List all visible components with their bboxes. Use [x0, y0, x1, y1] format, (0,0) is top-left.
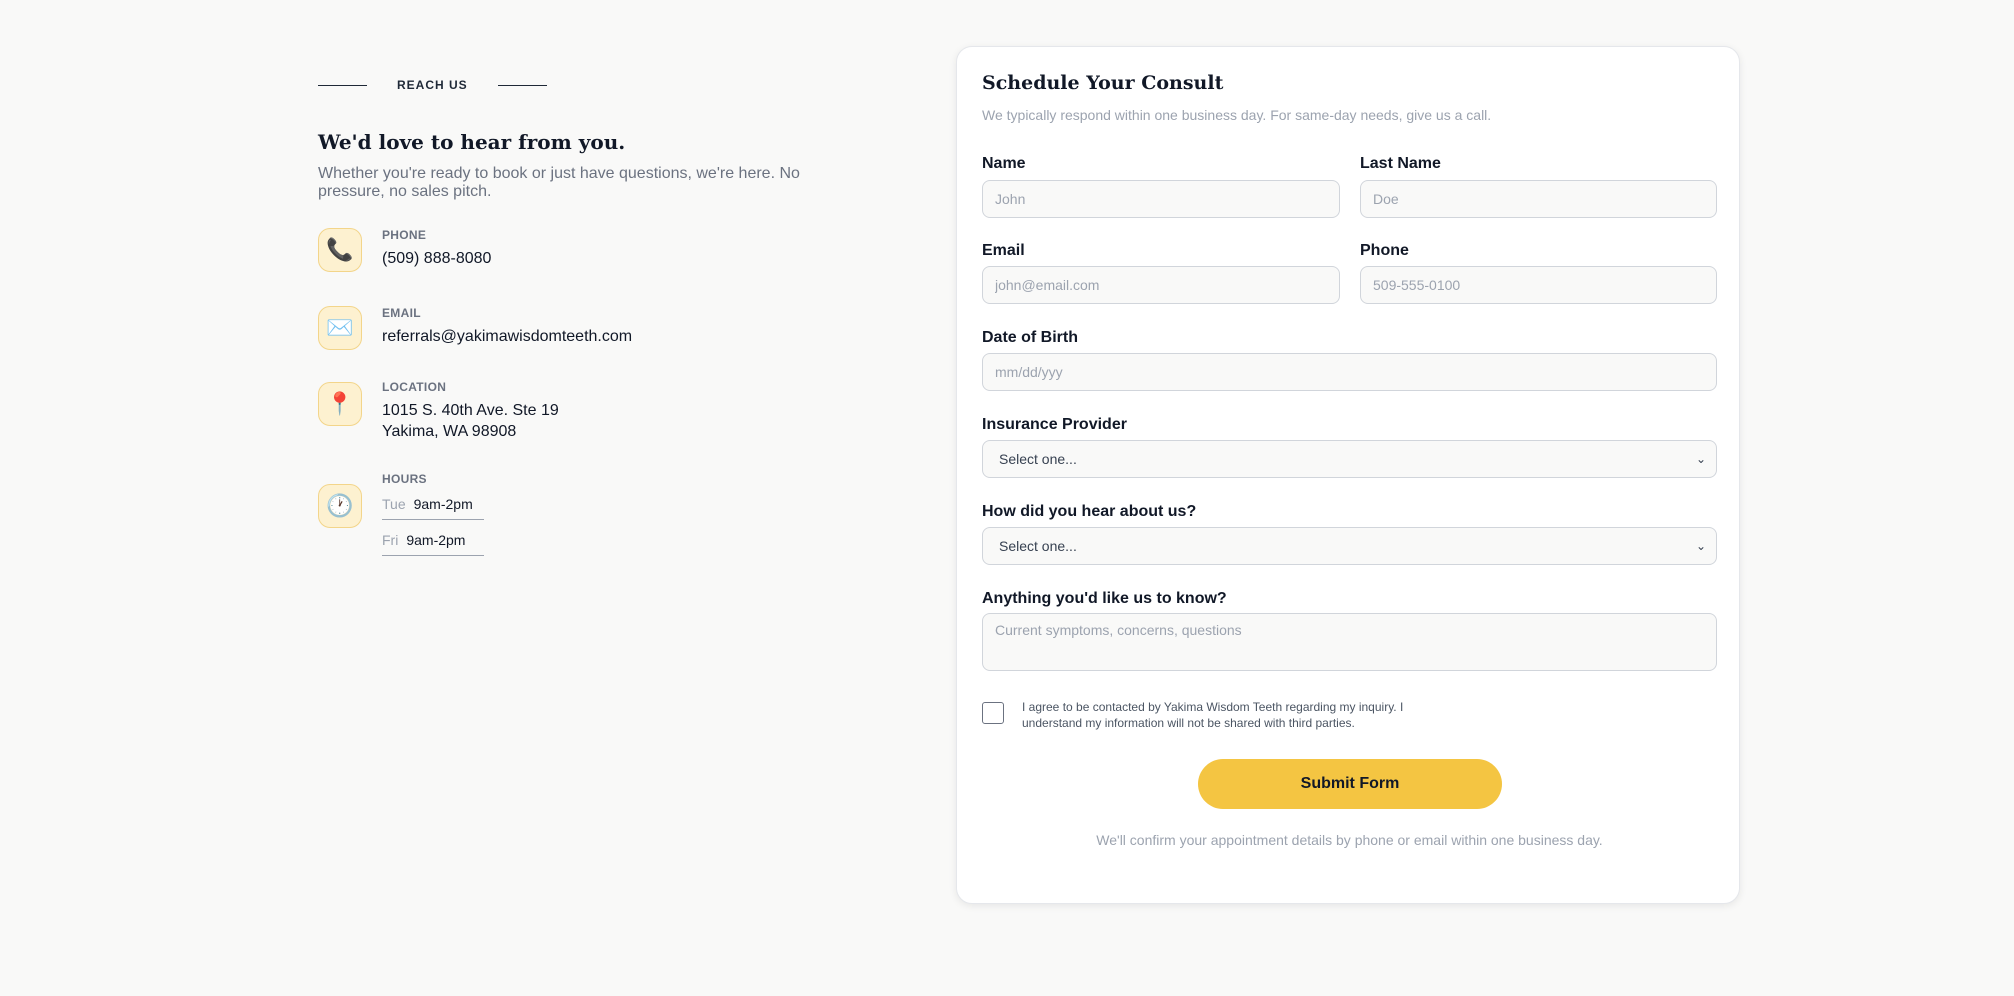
- submit-button[interactable]: Submit Form: [1198, 759, 1502, 809]
- phone-icon: 📞: [318, 228, 362, 272]
- location-line2: Yakima, WA 98908: [382, 423, 517, 440]
- hours-row: [382, 496, 484, 520]
- email-label: EMAIL: [382, 306, 421, 320]
- contact-location: [318, 380, 559, 442]
- notes-textarea[interactable]: [982, 613, 1717, 671]
- form-footnote: We'll confirm your appointment details by phone or email within one business day.: [1096, 832, 1603, 848]
- hours-day: Tue: [382, 496, 406, 512]
- clock-icon: 🕐: [318, 484, 362, 528]
- contact-hours: [318, 472, 484, 556]
- hours-row: [382, 532, 484, 556]
- contact-heading: We'd love to hear from you.: [318, 130, 626, 154]
- consent-row: [982, 699, 1462, 731]
- referral-label: How did you hear about us?: [982, 503, 1197, 520]
- phone-value[interactable]: (509) 888-8080: [382, 250, 492, 267]
- chevron-down-icon: ⌄: [1695, 452, 1706, 466]
- hours-time: 9am-2pm: [413, 496, 473, 512]
- envelope-icon: ✉️: [318, 306, 362, 350]
- dob-label: Date of Birth: [982, 329, 1078, 346]
- eyebrow-line-right: [498, 85, 547, 86]
- referral-select[interactable]: [982, 527, 1717, 565]
- last-name-input[interactable]: [1360, 180, 1717, 218]
- insurance-label: Insurance Provider: [982, 416, 1127, 433]
- last-name-label: Last Name: [1360, 155, 1441, 172]
- consent-checkbox[interactable]: [982, 702, 1004, 724]
- insurance-select[interactable]: [982, 440, 1717, 478]
- chevron-down-icon: ⌄: [1695, 539, 1706, 553]
- contact-phone: [318, 228, 491, 272]
- name-input[interactable]: [982, 180, 1340, 218]
- hours-day: Fri: [382, 532, 399, 548]
- consult-form-card: [956, 46, 1740, 904]
- contact-section: [318, 70, 878, 548]
- email-field-label: Email: [982, 242, 1025, 259]
- notes-label: Anything you'd like us to know?: [982, 590, 1227, 607]
- dob-input[interactable]: [982, 353, 1717, 391]
- phone-field-label: Phone: [1360, 242, 1409, 259]
- eyebrow-line-left: [318, 85, 367, 86]
- phone-input[interactable]: [1360, 266, 1717, 304]
- hours-label: HOURS: [382, 472, 427, 486]
- phone-label: PHONE: [382, 228, 427, 242]
- map-pin-icon: 📍: [318, 382, 362, 426]
- form-subtitle: We typically respond within one business day. For same-day needs, give us a call.: [982, 107, 1492, 123]
- email-value[interactable]: referrals@yakimawisdomteeth.com: [382, 328, 633, 345]
- insurance-selected-value: Select one...: [999, 451, 1077, 467]
- location-label: LOCATION: [382, 380, 447, 394]
- eyebrow: [318, 70, 878, 100]
- contact-email: [318, 306, 632, 350]
- referral-selected-value: Select one...: [999, 538, 1077, 554]
- consent-text: I agree to be contacted by Yakima Wisdom Teeth regarding my inquiry. I understand my information will not be shared with third parties.: [1022, 700, 1404, 730]
- contact-intro: Whether you're ready to book or just have questions, we're here. No pressure, no sales pitch.: [318, 165, 800, 200]
- location-line1: 1015 S. 40th Ave. Ste 19: [382, 402, 559, 419]
- hours-time: 9am-2pm: [406, 532, 466, 548]
- form-title: Schedule Your Consult: [982, 72, 1224, 94]
- name-label: Name: [982, 155, 1026, 172]
- email-input[interactable]: [982, 266, 1340, 304]
- eyebrow-text: REACH US: [397, 78, 468, 92]
